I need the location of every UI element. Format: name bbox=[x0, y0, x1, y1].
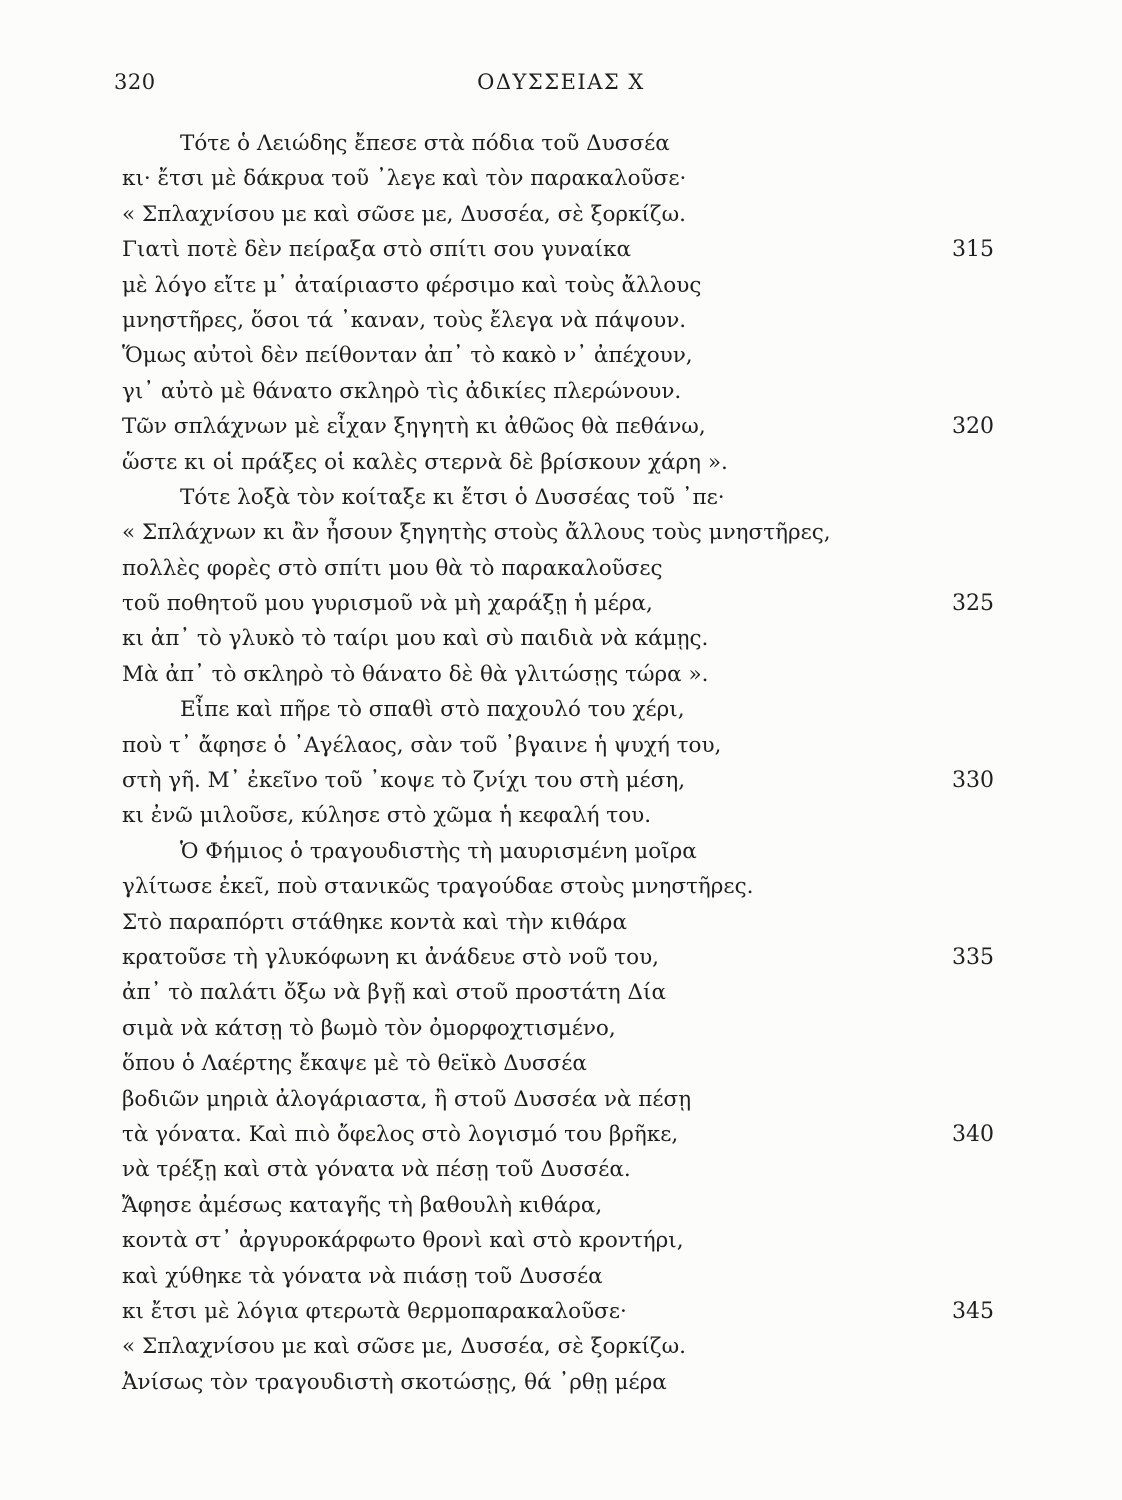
verse-text: ποὺ τ᾽ ἄφησε ὁ ᾽Αγέλαος, σὰν τοῦ ᾽βγαινε ἡ ψυχή του, bbox=[122, 732, 722, 758]
verse-text: Ἄφησε ἀμέσως καταγῆς τὴ βαθουλὴ κιθάρα, bbox=[122, 1192, 603, 1218]
verse-line bbox=[122, 1365, 1002, 1400]
verse-line bbox=[122, 197, 1002, 232]
verse-line bbox=[122, 1294, 1002, 1329]
verse-line bbox=[122, 692, 1002, 727]
verse-line bbox=[122, 975, 1002, 1010]
verse-line bbox=[122, 834, 1002, 869]
running-title: ΟΔΥΣΣΕΙΑΣ Χ bbox=[477, 70, 645, 94]
verse-line bbox=[122, 1082, 1002, 1117]
poem-text bbox=[122, 126, 1002, 1400]
verse-line bbox=[122, 515, 1002, 550]
verse-line bbox=[122, 763, 1002, 798]
verse-text: Γιατὶ ποτὲ δὲν πείραξα στὸ σπίτι σου γυναίκα bbox=[122, 237, 631, 263]
verse-text: πολλὲς φορὲς στὸ σπίτι μου θὰ τὸ παρακαλοῦσες bbox=[122, 555, 663, 581]
verse-text: κι· ἔτσι μὲ δάκρυα τοῦ ᾽λεγε καὶ τὸν παρακαλοῦσε· bbox=[122, 166, 687, 192]
verse-line bbox=[122, 1188, 1002, 1223]
verse-line bbox=[122, 161, 1002, 196]
verse-text: « Σπλαχνίσου με καὶ σῶσε με, Δυσσέα, σὲ ξορκίζω. bbox=[122, 1334, 686, 1360]
page-number: 320 bbox=[114, 70, 156, 94]
verse-line bbox=[122, 374, 1002, 409]
verse-line bbox=[122, 480, 1002, 515]
line-number: 320 bbox=[952, 414, 994, 440]
verse-text: Τότε λοξὰ τὸν κοίταξε κι ἔτσι ὁ Δυσσέας τοῦ ᾽πε· bbox=[180, 484, 725, 510]
verse-line bbox=[122, 940, 1002, 975]
verse-text: τοῦ ποθητοῦ μου γυρισμοῦ νὰ μὴ χαράξῃ ἡ μέρα, bbox=[122, 591, 653, 617]
line-number: 325 bbox=[952, 591, 994, 617]
verse-line bbox=[122, 869, 1002, 904]
verse-text: σιμὰ νὰ κάτσῃ τὸ βωμὸ τὸν ὀμορφοχτισμένο, bbox=[122, 1015, 616, 1041]
verse-line bbox=[122, 1152, 1002, 1187]
verse-line bbox=[122, 303, 1002, 338]
verse-text: κοντὰ στ᾽ ἀργυροκάρφωτο θρονὶ καὶ στὸ κροντήρι, bbox=[122, 1228, 684, 1254]
verse-line bbox=[122, 1011, 1002, 1046]
verse-text: Μὰ ἀπ᾽ τὸ σκληρὸ τὸ θάνατο δὲ θὰ γλιτώσῃς τώρα ». bbox=[122, 661, 709, 687]
verse-line bbox=[122, 728, 1002, 763]
verse-text: γλίτωσε ἐκεῖ, ποὺ στανικῶς τραγούδαε στοὺς μνηστῆρες. bbox=[122, 874, 754, 900]
verse-text: βοδιῶν μηριὰ ἀλογάριαστα, ἢ στοῦ Δυσσέα νὰ πέσῃ bbox=[122, 1086, 692, 1112]
verse-line bbox=[122, 1117, 1002, 1152]
verse-line bbox=[122, 268, 1002, 303]
verse-line bbox=[122, 1223, 1002, 1258]
verse-text: ὅπου ὁ Λαέρτης ἔκαψε μὲ τὸ θεϊκὸ Δυσσέα bbox=[122, 1051, 587, 1077]
line-number: 330 bbox=[952, 768, 994, 794]
verse-text: καὶ χύθηκε τὰ γόνατα νὰ πιάσῃ τοῦ Δυσσέα bbox=[122, 1263, 603, 1289]
verse-line bbox=[122, 905, 1002, 940]
verse-line bbox=[122, 657, 1002, 692]
line-number: 340 bbox=[952, 1121, 994, 1147]
verse-text: ἀπ᾽ τὸ παλάτι ὄξω νὰ βγῇ καὶ στοῦ προστάτη Δία bbox=[122, 980, 666, 1006]
verse-text: τὰ γόνατα. Καὶ πιὸ ὄφελος στὸ λογισμό του βρῆκε, bbox=[122, 1121, 679, 1147]
verse-line bbox=[122, 445, 1002, 480]
verse-text: Ἀνίσως τὸν τραγουδιστὴ σκοτώσῃς, θά ᾽ρθῃ μέρα bbox=[122, 1369, 667, 1395]
verse-line bbox=[122, 798, 1002, 833]
line-number: 345 bbox=[952, 1298, 994, 1324]
verse-text: Ὅμως αὐτοὶ δὲν πείθονταν ἀπ᾽ τὸ κακὸ ν᾽ ἀπέχουν, bbox=[122, 343, 693, 369]
verse-line bbox=[122, 338, 1002, 373]
verse-text: νὰ τρέξῃ καὶ στὰ γόνατα νὰ πέσῃ τοῦ Δυσσέα. bbox=[122, 1157, 631, 1183]
verse-text: « Σπλάχνων κι ἂν ἦσουν ξηγητὴς στοὺς ἄλλους τοὺς μνηστῆρες, bbox=[122, 520, 831, 546]
verse-text: ὥστε κι οἱ πράξες οἱ καλὲς στερνὰ δὲ βρίσκουν χάρη ». bbox=[122, 449, 728, 475]
verse-text: γι᾽ αὐτὸ μὲ θάνατο σκληρὸ τὶς ἀδικίες πλερώνουν. bbox=[122, 378, 682, 404]
verse-text: κι ἔτσι μὲ λόγια φτερωτὰ θερμοπαρακαλοῦσε· bbox=[122, 1298, 627, 1324]
verse-line bbox=[122, 586, 1002, 621]
verse-line bbox=[122, 1259, 1002, 1294]
verse-text: μὲ λόγο εἴτε μ᾽ ἀταίριαστο φέρσιμο καὶ τοὺς ἄλλους bbox=[122, 272, 702, 298]
verse-line bbox=[122, 232, 1002, 267]
verse-line bbox=[122, 126, 1002, 161]
verse-text: Τότε ὁ Λειώδης ἔπεσε στὰ πόδια τοῦ Δυσσέα bbox=[180, 131, 670, 156]
verse-line bbox=[122, 1329, 1002, 1364]
verse-text: « Σπλαχνίσου με καὶ σῶσε με, Δυσσέα, σὲ ξορκίζω. bbox=[122, 201, 686, 227]
verse-text: κι ἐνῶ μιλοῦσε, κύλησε στὸ χῶμα ἡ κεφαλή του. bbox=[122, 803, 652, 829]
line-number: 315 bbox=[952, 237, 994, 263]
verse-line bbox=[122, 1046, 1002, 1081]
verse-text: Ὁ Φήμιος ὁ τραγουδιστὴς τὴ μαυρισμένη μοῖρα bbox=[180, 838, 697, 864]
verse-line bbox=[122, 621, 1002, 656]
verse-line bbox=[122, 409, 1002, 444]
verse-text: στὴ γῆ. Μ᾽ ἐκεῖνο τοῦ ᾽κοψε τὸ ζνίχι του στὴ μέση, bbox=[122, 768, 686, 794]
verse-text: μνηστῆρες, ὅσοι τά ᾽καναν, τοὺς ἔλεγα νὰ πάψουν. bbox=[122, 307, 687, 333]
verse-line bbox=[122, 551, 1002, 586]
verse-text: κρατοῦσε τὴ γλυκόφωνη κι ἀνάδευε στὸ νοῦ του, bbox=[122, 944, 660, 970]
verse-text: κι ἀπ᾽ τὸ γλυκὸ τὸ ταίρι μου καὶ σὺ παιδιὰ νὰ κάμῃς. bbox=[122, 626, 709, 652]
verse-text: Στὸ παραπόρτι στάθηκε κοντὰ καὶ τὴν κιθάρα bbox=[122, 909, 627, 935]
verse-text: Τῶν σπλάχνων μὲ εἶχαν ξηγητὴ κι ἀθῶος θὰ πεθάνω, bbox=[122, 414, 706, 440]
line-number: 335 bbox=[952, 944, 994, 970]
verse-text: Εἶπε καὶ πῆρε τὸ σπαθὶ στὸ παχουλό του χέρι, bbox=[180, 697, 685, 723]
